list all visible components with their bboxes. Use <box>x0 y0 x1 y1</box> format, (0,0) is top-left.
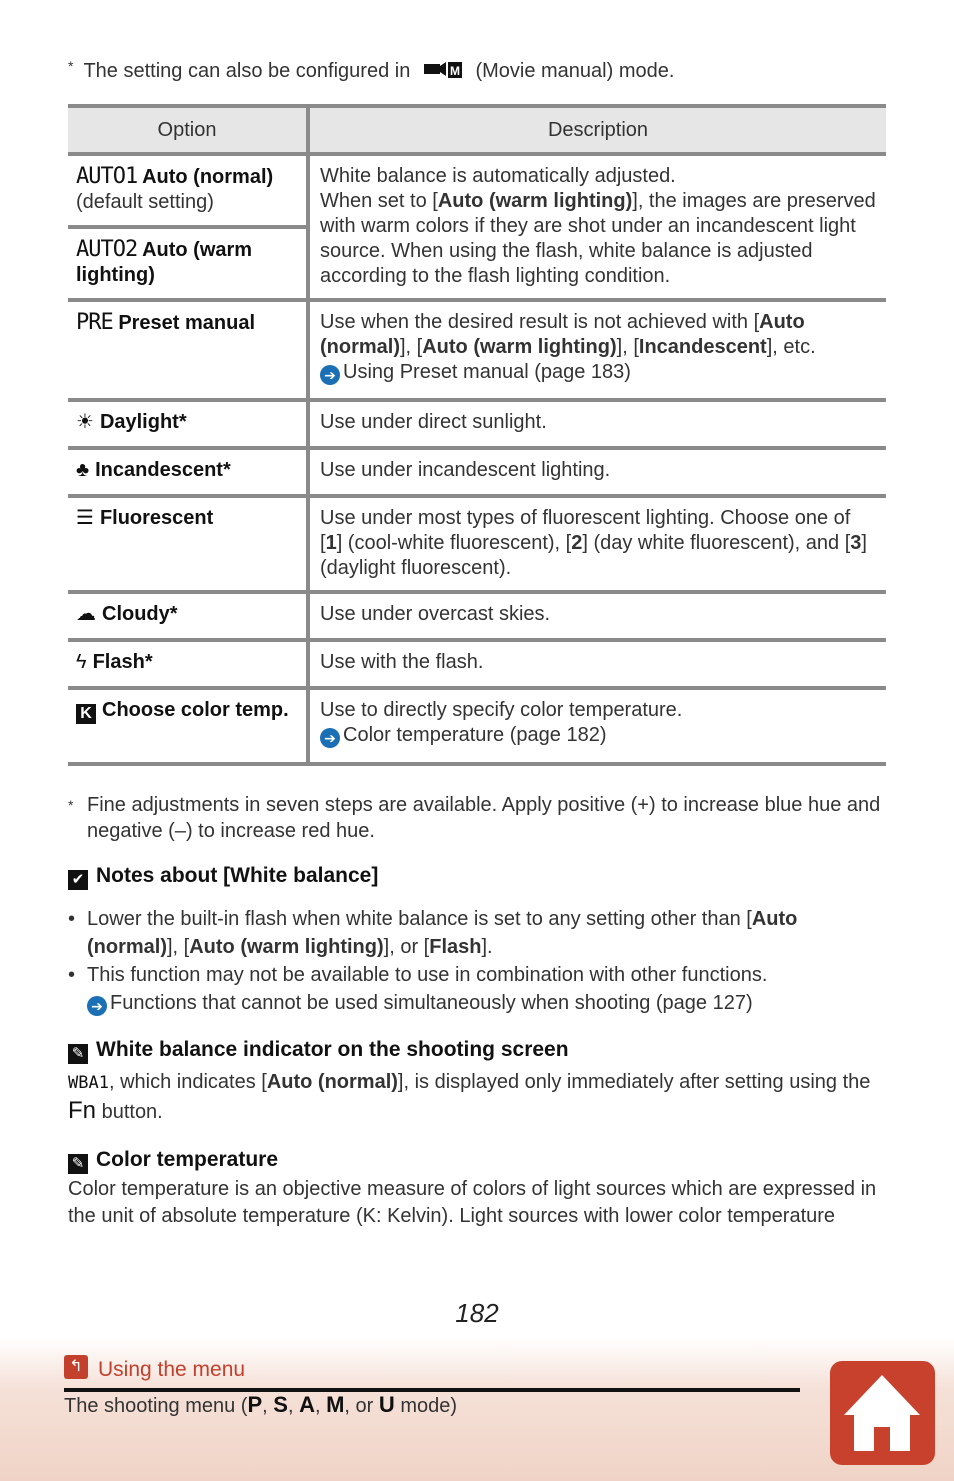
mode-u-icon: U <box>378 1392 395 1417</box>
incandescent-icon: ♣ <box>76 459 90 481</box>
table-row <box>68 154 886 227</box>
preset-icon: PRE <box>76 310 113 335</box>
wb-auto1-icon: WBA1 <box>68 1073 109 1093</box>
description-fluorescent: Use under most types of fluorescent lighting. Choose one of [1] (cool-white fluorescent), [2] (day white fluorescent), and [3] (daylight fluorescent). <box>308 496 886 592</box>
notes-heading: ✔ Notes about [White balance] <box>68 864 378 890</box>
home-button[interactable] <box>830 1361 935 1465</box>
option-fluorescent: ☰ Fluorescent <box>68 496 308 592</box>
kelvin-icon: K <box>76 704 96 724</box>
table-row <box>68 300 886 400</box>
list-item: • This function may not be available to use in combination with other functions. ➔ Functions that cannot be used simultaneously when shooting (page 127) <box>68 964 768 1014</box>
link-preset-manual[interactable]: Using Preset manual (page 183) <box>343 361 631 383</box>
asterisk: * <box>68 58 74 74</box>
using-menu-link[interactable]: Using the menu <box>98 1358 246 1381</box>
indicator-paragraph: WBA1, which indicates [Auto (normal)], is displayed only immediately after setting using the Fn button. <box>68 1071 871 1124</box>
movie-manual-icon <box>422 58 464 80</box>
top-note: * The setting can also be configured in M (Movie manual) mode. <box>68 58 675 82</box>
daylight-icon: ☀ <box>76 411 94 433</box>
cloudy-icon: ☁ <box>76 603 96 625</box>
arrow-right-icon: ➔ <box>87 996 107 1016</box>
description-color-temp: Use to directly specify color temperature. ➔ Color temperature (page 182) <box>308 688 886 764</box>
auto1-icon: AUTO1 <box>76 164 138 189</box>
fn-button-icon: Fn <box>68 1097 97 1124</box>
option-cloudy: ☁ Cloudy* <box>68 592 308 640</box>
table-header-row <box>68 106 886 154</box>
auto2-icon: AUTO2 <box>76 237 138 262</box>
option-preset-manual: PRE Preset manual <box>68 300 308 400</box>
indicator-heading: ✎ White balance indicator on the shooting screen <box>68 1038 569 1064</box>
option-incandescent: ♣ Incandescent* <box>68 448 308 496</box>
arrow-right-icon: ➔ <box>320 365 340 385</box>
asterisk: * <box>68 797 74 813</box>
header-option: Option <box>68 106 308 154</box>
link-functions-unavailable[interactable]: Functions that cannot be used simultaneously when shooting (page 127) <box>110 992 753 1014</box>
table-row <box>68 592 886 640</box>
white-balance-table <box>68 104 886 766</box>
pencil-icon: ✎ <box>68 1044 88 1064</box>
colortemp-paragraph: Color temperature is an objective measure of colors of light sources which are expressed in the unit of absolute temperature (K: Kelvin). Light sources with lower color temperature <box>68 1178 877 1227</box>
header-description: Description <box>308 106 886 154</box>
table-row <box>68 688 886 764</box>
description-preset: Use when the desired result is not achieved with [Auto (normal)], [Auto (warm lighting)], [Incandescent], etc. ➔ Using Preset manual (page 183) <box>308 300 886 400</box>
mode-a-icon: A <box>299 1392 315 1417</box>
option-auto-warm: AUTO2 Auto (warm lighting) <box>68 227 308 300</box>
page-number: 182 <box>455 1298 499 1328</box>
svg-text:M: M <box>449 64 460 78</box>
description-incandescent: Use under incandescent lighting. <box>308 448 886 496</box>
option-daylight: ☀ Daylight* <box>68 400 308 448</box>
flash-icon: ϟ <box>76 651 87 673</box>
table-row <box>68 400 886 448</box>
table-row <box>68 640 886 688</box>
description-daylight: Use under direct sunlight. <box>308 400 886 448</box>
list-item: • Lower the built-in flash when white balance is set to any setting other than [Auto (normal)], [Auto (warm lighting)], or [Flash]. <box>68 908 798 958</box>
arrow-right-icon: ➔ <box>320 728 340 748</box>
description-cloudy: Use under overcast skies. <box>308 592 886 640</box>
mode-s-icon: S <box>273 1392 288 1417</box>
description-flash: Use with the flash. <box>308 640 886 688</box>
table-row <box>68 496 886 592</box>
home-icon <box>830 1361 935 1465</box>
footnote: * Fine adjustments in seven steps are available. Apply positive (+) to increase blue hue and negative (–) to increase red hue. <box>68 794 881 842</box>
mode-p-icon: P <box>247 1392 263 1417</box>
checkmark-icon: ✔ <box>68 870 88 890</box>
option-flash: ϟ Flash* <box>68 640 308 688</box>
link-color-temperature[interactable]: Color temperature (page 182) <box>343 724 607 746</box>
notes-list <box>68 905 888 1017</box>
mode-m-icon: M <box>326 1392 345 1417</box>
colortemp-heading: ✎ Color temperature <box>68 1148 278 1174</box>
description-auto: White balance is automatically adjusted. When set to [Auto (warm lighting)], the images are preserved with warm colors if they are shot under an incandescent light source. When using the flash, white balance is adjusted according to the flash lighting condition. <box>308 154 886 300</box>
option-color-temp: K Choose color temp. <box>68 688 308 764</box>
footer-breadcrumb: The shooting menu (P, S, A, M, or U mode) <box>64 1392 458 1417</box>
pencil-icon: ✎ <box>68 1154 88 1174</box>
table-row <box>68 448 886 496</box>
back-arrow-icon[interactable]: ↰ <box>64 1355 88 1379</box>
option-auto-normal: AUTO1 Auto (normal) (default setting) <box>68 154 308 227</box>
fluorescent-icon: ☰ <box>76 507 94 529</box>
